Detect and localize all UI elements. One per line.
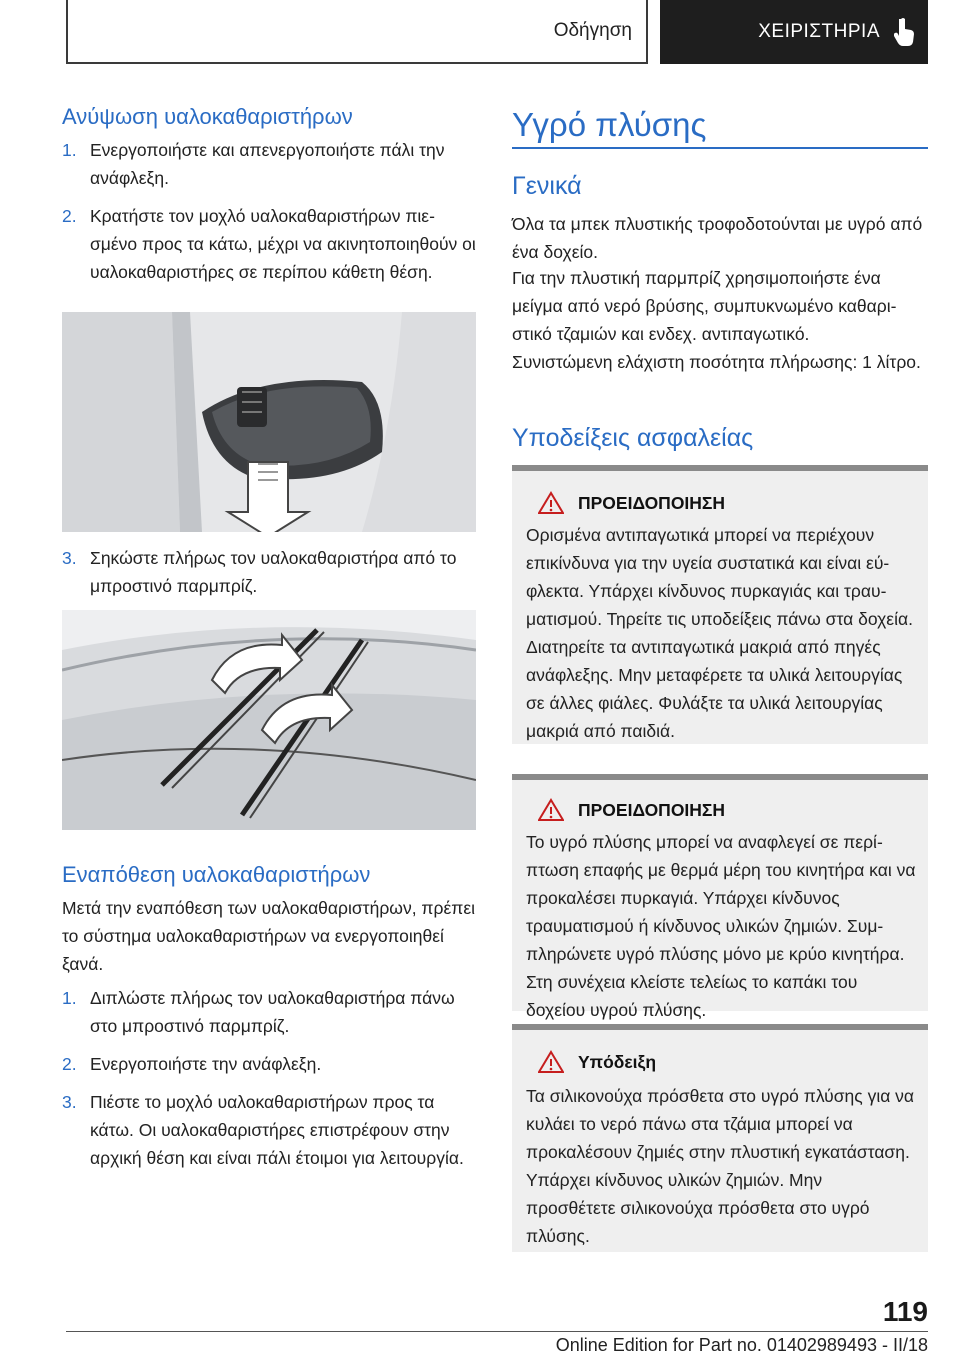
step-text: Πιέστε το μοχλό υαλοκαθαριστήρων προς τα κάτω. Οι υαλοκαθαριστήρες επιστρέφουν στην αρχική θέση και είναι πάλι έτοιμοι για λειτουργία.: [90, 1092, 464, 1168]
wiper-stalk-illustration: [62, 312, 476, 532]
note-bar: [512, 1024, 928, 1030]
general-heading: Γενικά: [512, 172, 582, 200]
list-item: [62, 1050, 476, 1078]
header-chapter-label: ΧΕΙΡΙΣΤΗΡΙΑ: [758, 21, 880, 42]
note-header: [538, 1050, 656, 1074]
raise-wipers-heading: Ανύψωση υαλοκαθαριστήρων: [62, 104, 353, 129]
footer-rule: [66, 1331, 928, 1332]
step-number: 3.: [62, 548, 77, 568]
warning-title: ΠΡΟΕΙΔΟΠΟΙΗΣΗ: [578, 492, 726, 513]
step-number: 1.: [62, 140, 77, 160]
step-text: Διπλώστε πλήρως τον υαλοκαθαριστήρα πάνω στο μπροστινό παρμπρίζ.: [90, 988, 455, 1036]
lower-wipers-heading: Εναπόθεση υαλοκαθαριστήρων: [62, 862, 371, 887]
hand-pointer-icon: [894, 17, 916, 47]
raise-steps-list: [62, 136, 476, 296]
warning-bar: [512, 465, 928, 471]
warning-header: [538, 491, 725, 515]
safety-heading: Υποδείξεις ασφαλείας: [512, 424, 754, 452]
step-text: Ενεργοποιήστε την ανάφλεξη.: [90, 1054, 322, 1074]
warning-box: [512, 774, 928, 1020]
warning-title: ΠΡΟΕΙΔΟΠΟΙΗΣΗ: [578, 799, 726, 820]
general-paragraph-1: Όλα τα μπεκ πλυστικής τροφοδοτούνται με υγρό από ένα δοχείο.: [512, 214, 923, 262]
note-box: [512, 1024, 928, 1252]
warning-bar: [512, 774, 928, 780]
warning-header: [538, 798, 725, 822]
step-number: 2.: [62, 206, 77, 226]
warning-triangle-icon: [538, 491, 564, 515]
page-number: 119: [882, 1296, 928, 1327]
header-section-tab[interactable]: [66, 0, 648, 64]
lower-steps-list: [62, 984, 476, 1182]
list-item: [62, 202, 476, 286]
header-section-label: Οδήγηση: [553, 20, 632, 41]
general-paragraph-2: Για την πλυστική παρμπρίζ χρησιμοποιήστε ένα μείγμα από νερό βρύσης, συμπυκνωμένο καθαριστικό τζαμιών και ενδεχ. αντιπαγωτικό.: [512, 268, 897, 344]
step-number: 2.: [62, 1054, 77, 1074]
note-title: Υπόδειξη: [578, 1051, 657, 1072]
step-text: Σηκώστε πλήρως τον υαλοκαθαριστήρα από το μπροστινό παρμπρίζ.: [90, 548, 457, 596]
step-number: 1.: [62, 988, 77, 1008]
general-paragraph-3: Συνιστώμενη ελάχιστη ποσότητα πλήρωσης: 1 λίτρο.: [512, 352, 921, 372]
list-item: [62, 544, 476, 600]
warning-triangle-icon: [538, 798, 564, 822]
warning-box: [512, 465, 928, 744]
footer-edition: Online Edition for Part no. 01402989493 - II/18: [555, 1335, 928, 1355]
header-chapter-tab[interactable]: [660, 0, 928, 64]
windscreen-wipers-illustration: [62, 610, 476, 830]
list-item: [62, 136, 476, 192]
raise-step3-list: [62, 544, 476, 610]
warning-text: Ορισμένα αντιπαγωτικά μπορεί να περιέχουν επικίνδυνα για την υγεία συστατικά και είναι εύφλεκτα. Υπάρχει κίνδυνος πυρκαγιάς και τραυματισμού. Τηρείτε τις υποδείξεις πάνω στα δοχεία. Διατηρείτε τα αντιπαγωτικά μακριά από πηγές ανάφλεξης. Μην μεταφέρετε τα υλικά λειτουργίας σε άλλες φιάλες. Φυλάξτε τα υλικά λειτουργίας μακριά από παιδιά.: [526, 525, 913, 741]
page-title: Υγρό πλύσης: [512, 106, 707, 143]
note-text: Τα σιλικονούχα πρόσθετα στο υγρό πλύσης για να κυλάει το νερό πάνω στα τζάμια μπορεί να προκαλέσουν ζημιές στην πλυστική εγκατάσταση. Υπάρχει κίνδυνος υλικών ζημιών. Μην προσθέτετε σιλικονούχα πρόσθετα στο υγρό πλύσης.: [526, 1086, 915, 1246]
lower-wipers-intro: Μετά την εναπόθεση των υαλοκαθαριστήρων, πρέπει το σύστημα υαλοκαθαριστήρων να ενεργοποιηθεί ξανά.: [62, 898, 476, 974]
step-number: 3.: [62, 1092, 77, 1112]
step-text: Κρατήστε τον μοχλό υαλοκαθαριστήρων πιεσμένο προς τα κάτω, μέχρι να ακινητοποιηθούν οι υαλοκαθαριστήρες σε περίπου κάθετη θέση.: [90, 206, 476, 282]
warning-text: Το υγρό πλύσης μπορεί να αναφλεγεί σε περίπτωση επαφής με θερμά μέρη του κινητήρα και να προκαλέσει πυρκαγιά. Υπάρχει κίνδυνος τραυματισμού ή κίνδυνος υλικών ζημιών. Συμπληρώνετε υγρό πλύσης μόνο με κρύο κινητήρα. Στη συνέχεια κλείστε τελείως το καπάκι του δοχείου υγρού πλύσης.: [526, 832, 916, 1020]
list-item: [62, 984, 476, 1040]
step-text: Ενεργοποιήστε και απενεργοποιήστε πάλι την ανάφλεξη.: [90, 140, 445, 188]
title-rule: [512, 147, 928, 149]
list-item: [62, 1088, 476, 1172]
warning-triangle-icon: [538, 1050, 564, 1074]
